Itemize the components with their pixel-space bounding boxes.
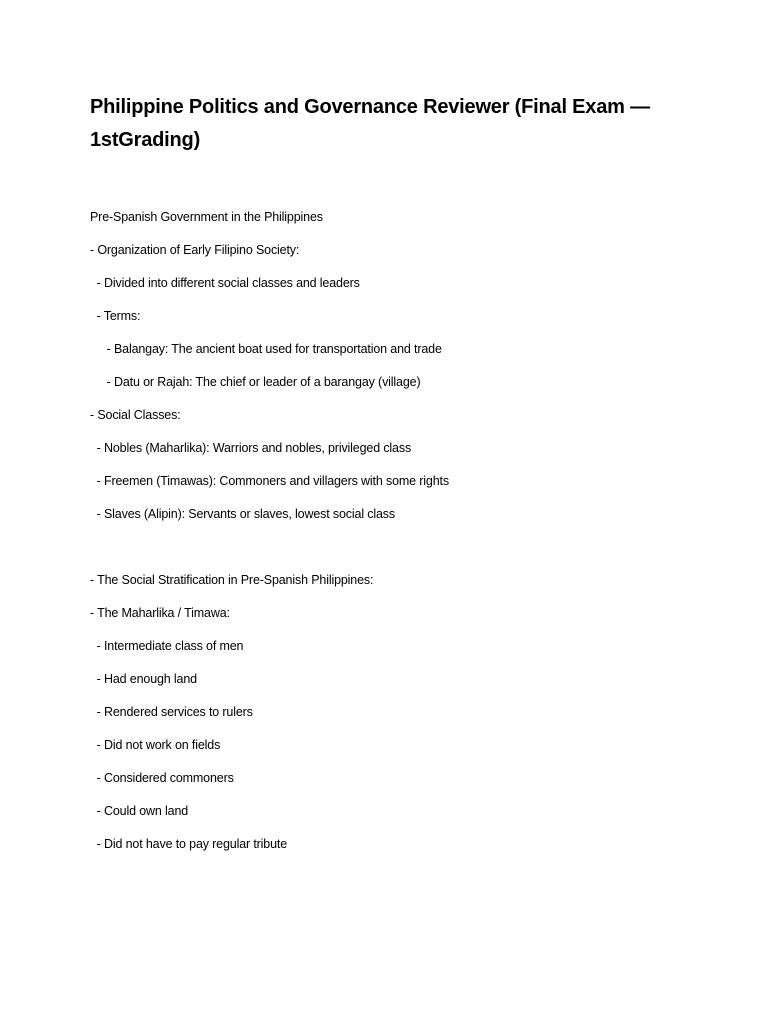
list-item: - Rendered services to rulers — [90, 705, 253, 719]
list-item: - Divided into different social classes and leaders — [90, 276, 360, 290]
list-item: - Organization of Early Filipino Society: — [90, 243, 300, 257]
list-item: - Balangay: The ancient boat used for transportation and trade — [90, 342, 442, 356]
list-item: - Nobles (Maharlika): Warriors and nobles, privileged class — [90, 441, 412, 455]
list-item: - Could own land — [90, 804, 189, 818]
list-item: - Had enough land — [90, 672, 197, 686]
list-item: - Did not have to pay regular tribute — [90, 837, 288, 851]
list-item: - Datu or Rajah: The chief or leader of a barangay (village) — [90, 375, 421, 389]
list-item: - The Social Stratification in Pre-Spanish Philippines: — [90, 573, 374, 587]
list-item: - Did not work on fields — [90, 738, 221, 752]
list-item: - Slaves (Alipin): Servants or slaves, lowest social class — [90, 507, 395, 521]
list-item: - Terms: — [90, 309, 141, 323]
document-title: Philippine Politics and Governance Reviewer (Final Exam — 1stGrading) — [90, 96, 650, 151]
paragraph-spacer — [90, 531, 690, 564]
section-heading: Pre-Spanish Government in the Philippines — [90, 210, 323, 224]
list-item: - Social Classes: — [90, 408, 181, 422]
list-item: - Intermediate class of men — [90, 639, 244, 653]
list-item: - Freemen (Timawas): Commoners and villagers with some rights — [90, 474, 449, 488]
list-item: - The Maharlika / Timawa: — [90, 606, 230, 620]
list-item: - Considered commoners — [90, 771, 234, 785]
document-body — [90, 201, 690, 861]
